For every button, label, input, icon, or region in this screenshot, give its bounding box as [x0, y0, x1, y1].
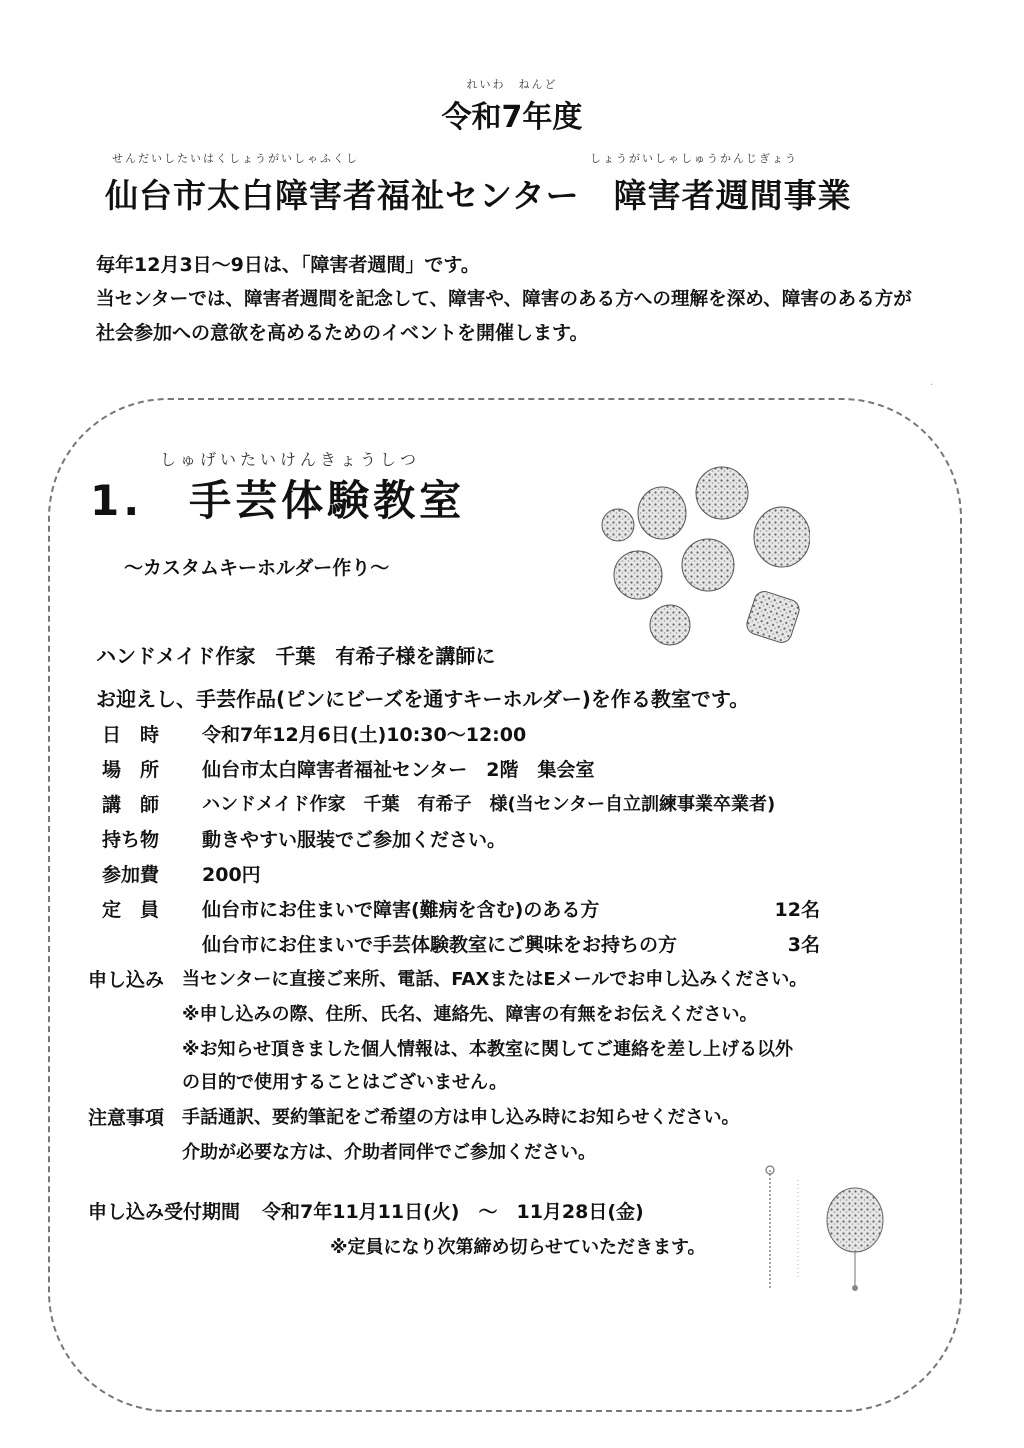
page-title: 仙台市太白障害者福祉センター 障害者週間事業	[105, 176, 852, 215]
belongings-label: 持ち物	[102, 829, 160, 851]
intro-line-3: 社会参加への意欲を高めるためのイベントを開催します。	[96, 322, 589, 344]
lecturer-value: ハンドメイド作家 千葉 有希子 様(当センター自立訓練事業卒業者)	[202, 794, 776, 815]
capacity-row-1: 仙台市にお住まいで障害(難病を含む)のある方	[202, 899, 600, 921]
program-ruby: しょうがいしゃしゅうかんじぎょう	[590, 152, 798, 165]
period-label: 申し込み受付期間	[88, 1201, 241, 1223]
section-title: 1. 手芸体験教室	[90, 476, 466, 525]
year-ruby: れいわ ねんど	[466, 78, 558, 91]
intro-line-2: 当センターでは、障害者週間を記念して、障害や、障害のある方への理解を深め、障害のある方が	[96, 289, 912, 310]
beads-illustration	[600, 455, 810, 655]
section-subtitle: ～カスタムキーホルダー作り～	[124, 557, 390, 579]
date-value: 令和7年12月6日(土)10:30～12:00	[202, 724, 527, 746]
place-label: 場 所	[102, 759, 160, 781]
apply-line-3: ※お知らせ頂きました個人情報は、本教室に関してご連絡を差し上げる以外	[182, 1039, 793, 1060]
lead-line-2: お迎えし、手芸作品(ピンにビーズを通すキーホルダー)を作る教室です。	[96, 687, 750, 711]
date-label: 日 時	[102, 724, 160, 746]
keychain-illustration	[740, 1160, 890, 1300]
notes-line-2: 介助が必要な方は、介助者同伴でご参加ください。	[182, 1142, 596, 1163]
apply-line-1: 当センターに直接ご来所、電話、FAXまたはEメールでお申し込みください。	[182, 969, 808, 990]
notes-line-1: 手話通訳、要約筆記をご希望の方は申し込み時にお知らせください。	[182, 1107, 740, 1128]
capacity-row-2: 仙台市にお住まいで手芸体験教室にご興味をお持ちの方	[202, 934, 678, 956]
place-value: 仙台市太白障害者福祉センター 2階 集会室	[202, 759, 595, 781]
apply-line-2: ※申し込みの際、住所、氏名、連絡先、障害の有無をお伝えください。	[182, 1004, 758, 1025]
capacity-count-1: 12名	[774, 899, 820, 921]
notes-label: 注意事項	[88, 1107, 165, 1129]
lecturer-label: 講 師	[102, 794, 160, 816]
period-value: 令和7年11月11日(火) ～ 11月28日(金)	[262, 1201, 644, 1223]
org-ruby: せんだいしたいはくしょうがいしゃふくし	[112, 152, 359, 165]
section-ruby: しゅげいたいけんきょうしつ	[160, 450, 421, 469]
capacity-count-2: 3名	[787, 934, 820, 956]
apply-line-4: の目的で使用することはございません。	[182, 1072, 508, 1093]
fee-label: 参加費	[102, 864, 160, 886]
margin-mark: ·	[930, 380, 934, 391]
fee-value: 200円	[202, 864, 261, 886]
capacity-label: 定 員	[102, 899, 160, 921]
belongings-value: 動きやすい服装でご参加ください。	[202, 829, 507, 851]
fiscal-year-title: 令和7年度	[441, 100, 583, 135]
intro-line-1: 毎年12月3日～9日は、「障害者週間」です。	[96, 254, 480, 276]
lead-line-1: ハンドメイド作家 千葉 有希子様を講師に	[96, 644, 496, 668]
period-note: ※定員になり次第締め切らせていただきます。	[330, 1237, 706, 1258]
apply-label: 申し込み	[88, 969, 165, 991]
